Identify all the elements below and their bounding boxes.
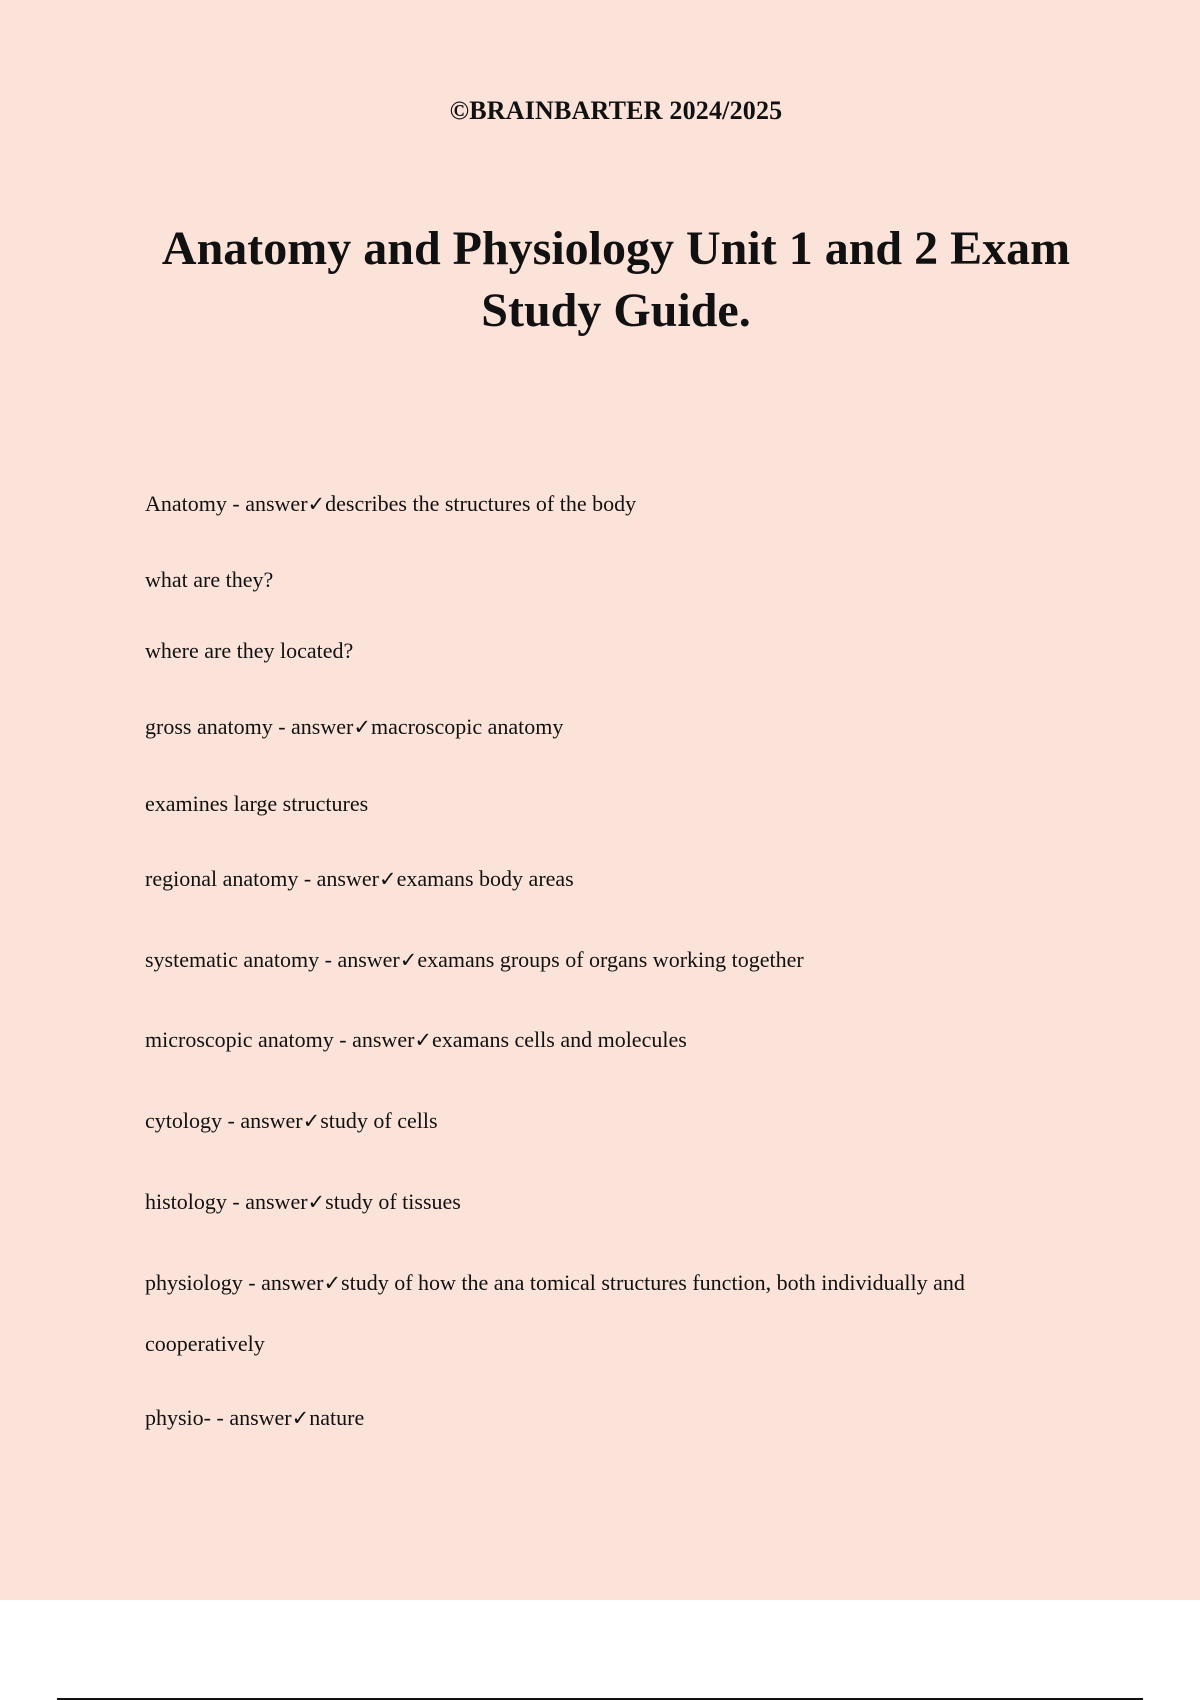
entry-what-are-they: what are they? [145, 567, 274, 592]
entry-cooperatively: cooperatively [145, 1331, 265, 1356]
entry-anatomy: Anatomy - answer✓describes the structures of the body [145, 491, 637, 516]
check-icon: ✓ [353, 715, 371, 739]
title-line-1: Anatomy and Physiology Unit 1 and 2 Exam [161, 222, 1071, 275]
entry-where-located: where are they located? [145, 638, 354, 663]
check-icon: ✓ [291, 1406, 310, 1430]
entry-examines-large: examines large structures [145, 791, 369, 816]
title-line-2: Study Guide. [481, 284, 751, 337]
check-icon: ✓ [323, 1271, 342, 1295]
entry-regional-anatomy: regional anatomy - answer✓examans body areas [145, 866, 574, 891]
check-icon: ✓ [414, 1028, 433, 1052]
entry-cytology: cytology - answer✓study of cells [145, 1108, 438, 1133]
check-icon: ✓ [378, 867, 397, 891]
entry-histology: histology - answer✓study of tissues [145, 1189, 461, 1214]
entry-physiology: physiology - answer✓study of how the ana tomical structures function, both individually and [145, 1270, 965, 1295]
entry-physio: physio- - answer✓nature [145, 1405, 365, 1430]
document-title [0, 218, 1200, 342]
document-header: ©BRAINBARTER 2024/2025 [449, 96, 783, 125]
entry-systematic-anatomy: systematic anatomy - answer✓examans groups of organs working together [145, 947, 804, 972]
check-icon: ✓ [307, 492, 326, 516]
check-icon: ✓ [302, 1109, 321, 1133]
check-icon: ✓ [399, 948, 418, 972]
entry-gross-anatomy: gross anatomy - answer✓macroscopic anatomy [145, 714, 564, 739]
entry-microscopic-anatomy: microscopic anatomy - answer✓examans cells and molecules [145, 1027, 687, 1052]
check-icon: ✓ [307, 1190, 326, 1214]
